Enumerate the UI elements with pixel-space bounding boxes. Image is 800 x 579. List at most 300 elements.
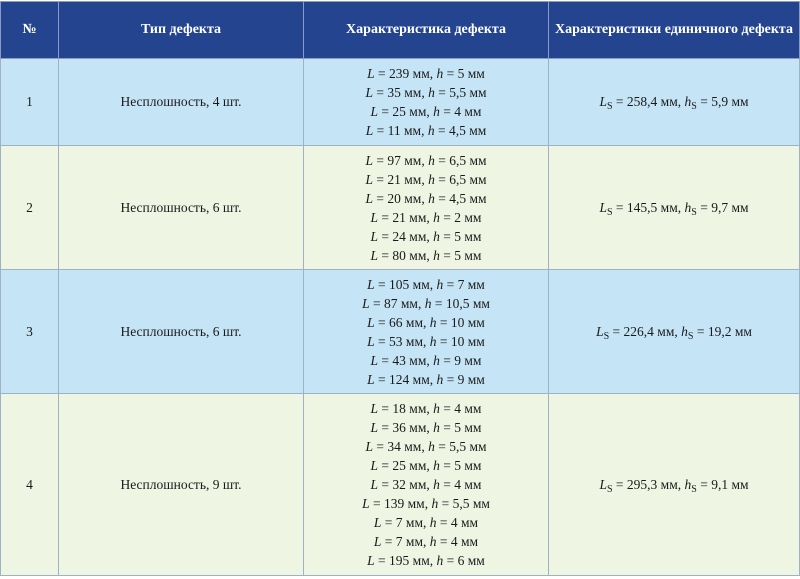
length-symbol: L bbox=[367, 371, 375, 387]
length-value: 21 bbox=[392, 209, 406, 225]
length-value: 139 bbox=[383, 496, 405, 511]
length-value: 87 bbox=[383, 295, 398, 311]
unit: мм bbox=[405, 333, 423, 349]
unit: мм bbox=[404, 152, 422, 168]
length-symbol: L bbox=[365, 85, 373, 100]
unit: мм bbox=[409, 228, 427, 244]
unit: мм bbox=[407, 496, 425, 511]
defect-characteristics bbox=[304, 146, 549, 270]
height-value: 10 bbox=[450, 314, 465, 330]
unit: мм bbox=[734, 323, 752, 339]
hs-value: 19,2 bbox=[707, 323, 732, 339]
equals-sign: = bbox=[439, 401, 455, 416]
ls-value: 226,4 bbox=[623, 323, 654, 339]
defect-characteristics bbox=[304, 270, 549, 394]
height-value: 6,5 bbox=[449, 152, 467, 168]
height-symbol: h bbox=[433, 228, 440, 244]
table-header-row bbox=[1, 2, 800, 59]
unit: мм bbox=[409, 458, 427, 473]
length-value: 25 bbox=[392, 104, 406, 119]
defect-type: Несплошность, 6 шт. bbox=[59, 270, 304, 394]
equals-sign: = bbox=[436, 534, 451, 549]
height-value: 5 bbox=[454, 228, 461, 244]
equals-sign: = bbox=[369, 496, 384, 511]
defect-dimension-line bbox=[308, 294, 544, 313]
length-symbol: L bbox=[370, 420, 379, 435]
table-row bbox=[1, 270, 800, 394]
length-symbol: L bbox=[367, 314, 375, 330]
length-symbol: L bbox=[362, 496, 370, 511]
defect-dimension-line bbox=[308, 170, 544, 189]
separator: , bbox=[417, 295, 425, 311]
height-symbol: h bbox=[433, 104, 440, 119]
defect-dimension-line bbox=[308, 370, 544, 389]
unit: мм bbox=[403, 123, 422, 138]
hs-subscript: S bbox=[687, 330, 694, 342]
equals-sign: = bbox=[369, 295, 384, 311]
ls-symbol: L bbox=[596, 323, 604, 339]
equals-sign: = bbox=[378, 420, 393, 435]
separator: , bbox=[424, 496, 432, 511]
equals-sign: = bbox=[378, 458, 393, 473]
unit: мм bbox=[657, 323, 675, 339]
separator: , bbox=[674, 323, 682, 339]
length-symbol: L bbox=[370, 247, 379, 263]
equals-sign: = bbox=[612, 476, 627, 492]
equals-sign: = bbox=[436, 333, 451, 349]
unit: мм bbox=[467, 553, 485, 568]
unit: мм bbox=[409, 420, 427, 435]
ls-symbol: L bbox=[599, 199, 607, 215]
unit: мм bbox=[464, 401, 482, 416]
unit: мм bbox=[469, 123, 487, 138]
height-symbol: h bbox=[436, 276, 444, 292]
header-number: № bbox=[1, 2, 59, 59]
header-defect-characteristic: Характеристика дефекта bbox=[304, 2, 549, 59]
length-symbol: L bbox=[365, 152, 373, 168]
hs-value: 5,9 bbox=[711, 94, 729, 109]
equals-sign: = bbox=[374, 314, 390, 330]
separator: , bbox=[677, 476, 685, 492]
separator: , bbox=[421, 123, 428, 138]
defect-dimension-line bbox=[308, 227, 544, 246]
single-defect-characteristics bbox=[549, 270, 800, 394]
unit: мм bbox=[464, 458, 482, 473]
equals-sign: = bbox=[378, 209, 393, 225]
equals-sign: = bbox=[378, 401, 393, 416]
unit: мм bbox=[409, 209, 427, 225]
ls-subscript: S bbox=[606, 483, 613, 495]
height-value: 10 bbox=[450, 333, 465, 349]
equals-sign: = bbox=[434, 152, 450, 168]
height-value: 4 bbox=[454, 104, 461, 119]
equals-sign: = bbox=[436, 314, 451, 330]
unit: мм bbox=[404, 85, 422, 100]
height-symbol: h bbox=[433, 458, 440, 473]
height-symbol: h bbox=[429, 515, 437, 530]
unit: мм bbox=[464, 104, 482, 119]
row-number: 1 bbox=[1, 59, 59, 146]
equals-sign: = bbox=[434, 439, 450, 454]
length-value: 43 bbox=[392, 352, 406, 368]
height-symbol: h bbox=[436, 371, 444, 387]
defect-dimension-line bbox=[308, 418, 544, 437]
length-value: 105 bbox=[389, 276, 410, 292]
hs-symbol: h bbox=[684, 476, 692, 492]
equals-sign: = bbox=[431, 295, 446, 311]
separator: , bbox=[429, 553, 437, 568]
ls-subscript: S bbox=[606, 101, 613, 112]
length-value: 24 bbox=[392, 228, 406, 244]
ls-value: 295,3 bbox=[626, 476, 658, 492]
equals-sign: = bbox=[434, 123, 449, 138]
separator: , bbox=[429, 371, 437, 387]
separator: , bbox=[426, 401, 434, 416]
equals-sign: = bbox=[378, 352, 393, 368]
separator: , bbox=[426, 477, 434, 492]
equals-sign: = bbox=[443, 371, 458, 387]
equals-sign: = bbox=[439, 228, 455, 244]
length-symbol: L bbox=[373, 534, 382, 549]
height-symbol: h bbox=[433, 477, 440, 492]
hs-symbol: h bbox=[681, 323, 688, 339]
height-value: 10,5 bbox=[445, 295, 470, 311]
equals-sign: = bbox=[378, 477, 393, 492]
length-value: 32 bbox=[392, 477, 406, 492]
height-value: 5,5 bbox=[449, 85, 467, 100]
defect-dimension-line bbox=[308, 437, 544, 456]
separator: , bbox=[429, 276, 437, 292]
length-value: 11 bbox=[387, 123, 401, 138]
separator: , bbox=[426, 247, 434, 263]
unit: мм bbox=[469, 171, 487, 187]
unit: мм bbox=[405, 515, 423, 530]
defect-dimension-line bbox=[308, 551, 544, 570]
length-value: 7 bbox=[395, 515, 403, 530]
length-value: 53 bbox=[389, 333, 403, 349]
length-symbol: L bbox=[367, 276, 375, 292]
unit: мм bbox=[409, 352, 427, 368]
defect-dimension-line bbox=[308, 332, 544, 351]
length-value: 36 bbox=[392, 420, 406, 435]
defect-dimension-line bbox=[308, 475, 544, 494]
hs-symbol: h bbox=[684, 199, 692, 215]
unit: мм bbox=[731, 476, 749, 492]
length-value: 239 bbox=[389, 66, 410, 81]
unit: мм bbox=[472, 295, 490, 311]
ls-symbol: L bbox=[599, 94, 607, 109]
unit: мм bbox=[404, 190, 422, 206]
hs-value: 9,1 bbox=[711, 476, 729, 492]
separator: , bbox=[677, 94, 685, 109]
unit: мм bbox=[472, 496, 490, 511]
separator: , bbox=[426, 228, 434, 244]
ls-symbol: L bbox=[599, 476, 607, 492]
unit: мм bbox=[469, 190, 487, 206]
length-symbol: L bbox=[370, 209, 379, 225]
equals-sign: = bbox=[374, 333, 390, 349]
height-value: 6 bbox=[457, 553, 465, 568]
hs-value: 9,7 bbox=[711, 199, 729, 215]
unit: мм bbox=[464, 228, 482, 244]
unit: мм bbox=[464, 247, 482, 263]
height-symbol: h bbox=[436, 66, 444, 81]
separator: , bbox=[426, 458, 434, 473]
height-value: 4 bbox=[450, 515, 458, 530]
equals-sign: = bbox=[439, 477, 455, 492]
unit: мм bbox=[461, 515, 479, 530]
length-symbol: L bbox=[362, 295, 370, 311]
unit: мм bbox=[469, 152, 487, 168]
height-value: 5 bbox=[454, 458, 461, 473]
equals-sign: = bbox=[439, 352, 455, 368]
length-value: 25 bbox=[392, 458, 406, 473]
length-value: 124 bbox=[389, 371, 410, 387]
unit: мм bbox=[461, 534, 479, 549]
height-value: 9 bbox=[457, 371, 465, 387]
height-value: 5,5 bbox=[449, 439, 467, 454]
unit: мм bbox=[412, 66, 430, 81]
unit: мм bbox=[469, 85, 487, 100]
height-symbol: h bbox=[433, 247, 440, 263]
separator: , bbox=[423, 534, 430, 549]
unit: мм bbox=[409, 477, 427, 492]
defect-dimension-line bbox=[308, 494, 544, 513]
length-symbol: L bbox=[370, 401, 379, 416]
height-value: 4 bbox=[454, 401, 461, 416]
equals-sign: = bbox=[381, 515, 396, 530]
length-symbol: L bbox=[365, 190, 373, 206]
length-symbol: L bbox=[367, 333, 375, 349]
equals-sign: = bbox=[696, 94, 712, 109]
unit: мм bbox=[464, 352, 482, 368]
unit: мм bbox=[464, 209, 482, 225]
height-symbol: h bbox=[429, 534, 437, 549]
equals-sign: = bbox=[439, 209, 455, 225]
hs-subscript: S bbox=[691, 101, 697, 112]
length-symbol: L bbox=[365, 123, 374, 138]
unit: мм bbox=[660, 476, 678, 492]
height-value: 5,5 bbox=[452, 496, 470, 511]
length-symbol: L bbox=[370, 458, 379, 473]
defects-table bbox=[0, 1, 800, 576]
unit: мм bbox=[409, 401, 427, 416]
height-symbol: h bbox=[428, 171, 435, 187]
separator: , bbox=[423, 515, 430, 530]
equals-sign: = bbox=[443, 66, 458, 81]
length-value: 97 bbox=[387, 152, 401, 168]
unit: мм bbox=[412, 371, 430, 387]
equals-sign: = bbox=[612, 94, 627, 109]
defect-characteristics bbox=[304, 394, 549, 576]
equals-sign: = bbox=[381, 534, 396, 549]
length-symbol: L bbox=[373, 515, 382, 530]
equals-sign: = bbox=[693, 323, 708, 339]
length-value: 80 bbox=[392, 247, 406, 263]
row-number: 4 bbox=[1, 394, 59, 576]
separator: , bbox=[421, 85, 429, 100]
defect-dimension-line bbox=[308, 399, 544, 418]
length-value: 21 bbox=[387, 171, 401, 187]
length-symbol: L bbox=[370, 104, 379, 119]
unit: мм bbox=[404, 439, 422, 454]
ls-value: 145,5 bbox=[626, 199, 658, 215]
defect-dimension-line bbox=[308, 189, 544, 208]
defect-dimension-line bbox=[308, 208, 544, 227]
hs-symbol: h bbox=[684, 94, 692, 109]
separator: , bbox=[677, 199, 685, 215]
height-value: 4,5 bbox=[449, 190, 467, 206]
equals-sign: = bbox=[612, 199, 627, 215]
equals-sign: = bbox=[696, 476, 712, 492]
defect-dimension-line bbox=[308, 83, 544, 102]
length-value: 18 bbox=[392, 401, 406, 416]
equals-sign: = bbox=[439, 104, 455, 119]
unit: мм bbox=[404, 171, 422, 187]
length-symbol: L bbox=[367, 553, 375, 568]
length-symbol: L bbox=[367, 66, 375, 81]
equals-sign: = bbox=[436, 515, 451, 530]
equals-sign: = bbox=[609, 323, 624, 339]
equals-sign: = bbox=[438, 496, 453, 511]
defect-dimension-line bbox=[308, 246, 544, 265]
row-number: 3 bbox=[1, 270, 59, 394]
unit: мм bbox=[467, 333, 485, 349]
height-value: 5 bbox=[457, 66, 465, 81]
equals-sign: = bbox=[372, 190, 388, 206]
height-symbol: h bbox=[428, 85, 435, 100]
defect-type: Несплошность, 4 шт. bbox=[59, 59, 304, 146]
defect-dimension-line bbox=[308, 313, 544, 332]
height-value: 5 bbox=[454, 420, 461, 435]
defect-dimension-line bbox=[308, 456, 544, 475]
height-symbol: h bbox=[428, 152, 435, 168]
unit: мм bbox=[464, 477, 482, 492]
single-defect-characteristics bbox=[549, 394, 800, 576]
length-value: 66 bbox=[389, 314, 403, 330]
height-symbol: h bbox=[429, 333, 437, 349]
equals-sign: = bbox=[696, 199, 712, 215]
unit: мм bbox=[467, 371, 485, 387]
equals-sign: = bbox=[378, 104, 393, 119]
defect-dimension-line bbox=[308, 121, 544, 140]
unit: мм bbox=[660, 199, 678, 215]
row-number: 2 bbox=[1, 146, 59, 270]
length-symbol: L bbox=[365, 439, 373, 454]
hs-subscript: S bbox=[691, 206, 697, 218]
ls-value: 258,4 bbox=[626, 94, 658, 109]
separator: , bbox=[429, 66, 437, 81]
unit: мм bbox=[409, 247, 427, 263]
height-symbol: h bbox=[431, 496, 439, 511]
height-value: 4,5 bbox=[448, 123, 466, 138]
defect-dimension-line bbox=[308, 351, 544, 370]
height-symbol: h bbox=[427, 123, 435, 138]
length-symbol: L bbox=[365, 171, 373, 187]
equals-sign: = bbox=[434, 190, 450, 206]
height-value: 4 bbox=[454, 477, 461, 492]
unit: мм bbox=[464, 420, 482, 435]
equals-sign: = bbox=[434, 85, 450, 100]
defect-type: Несплошность, 9 шт. bbox=[59, 394, 304, 576]
header-single-defect-characteristics: Характеристики единичного дефекта bbox=[549, 2, 800, 59]
defect-type: Несплошность, 6 шт. bbox=[59, 146, 304, 270]
single-defect-characteristics bbox=[549, 59, 800, 146]
height-symbol: h bbox=[424, 295, 432, 311]
table-row bbox=[1, 394, 800, 576]
equals-sign: = bbox=[374, 276, 390, 292]
height-symbol: h bbox=[429, 314, 437, 330]
separator: , bbox=[426, 209, 434, 225]
equals-sign: = bbox=[374, 371, 390, 387]
height-symbol: h bbox=[428, 190, 435, 206]
unit: мм bbox=[405, 534, 423, 549]
height-value: 2 bbox=[454, 209, 461, 225]
equals-sign: = bbox=[378, 247, 393, 263]
unit: мм bbox=[412, 553, 430, 568]
table-row bbox=[1, 146, 800, 270]
height-symbol: h bbox=[428, 439, 435, 454]
unit: мм bbox=[409, 104, 427, 119]
defect-dimension-line bbox=[308, 64, 544, 83]
separator: , bbox=[423, 314, 430, 330]
equals-sign: = bbox=[374, 66, 390, 81]
height-symbol: h bbox=[433, 420, 440, 435]
height-symbol: h bbox=[433, 401, 440, 416]
separator: , bbox=[421, 439, 429, 454]
equals-sign: = bbox=[378, 228, 393, 244]
length-value: 34 bbox=[387, 439, 401, 454]
height-value: 9 bbox=[454, 352, 461, 368]
length-symbol: L bbox=[370, 228, 379, 244]
equals-sign: = bbox=[372, 152, 388, 168]
height-value: 7 bbox=[457, 276, 465, 292]
equals-sign: = bbox=[372, 439, 388, 454]
equals-sign: = bbox=[372, 171, 388, 187]
unit: мм bbox=[660, 94, 678, 109]
height-symbol: h bbox=[436, 553, 444, 568]
length-value: 195 bbox=[389, 553, 410, 568]
length-symbol: L bbox=[370, 477, 379, 492]
unit: мм bbox=[412, 276, 430, 292]
equals-sign: = bbox=[443, 276, 458, 292]
height-value: 4 bbox=[450, 534, 458, 549]
separator: , bbox=[421, 171, 429, 187]
separator: , bbox=[423, 333, 430, 349]
equals-sign: = bbox=[372, 85, 388, 100]
ls-subscript: S bbox=[606, 206, 613, 218]
separator: , bbox=[426, 352, 434, 368]
defect-dimension-line bbox=[308, 102, 544, 121]
unit: мм bbox=[405, 314, 423, 330]
hs-subscript: S bbox=[691, 483, 697, 495]
equals-sign: = bbox=[439, 458, 455, 473]
defect-dimension-line bbox=[308, 532, 544, 551]
ls-subscript: S bbox=[603, 330, 610, 342]
defect-dimension-line bbox=[308, 513, 544, 532]
table-row bbox=[1, 59, 800, 146]
separator: , bbox=[421, 190, 429, 206]
height-symbol: h bbox=[433, 352, 440, 368]
separator: , bbox=[426, 104, 434, 119]
equals-sign: = bbox=[439, 420, 455, 435]
unit: мм bbox=[731, 199, 749, 215]
length-symbol: L bbox=[370, 352, 379, 368]
equals-sign: = bbox=[439, 247, 455, 263]
equals-sign: = bbox=[374, 553, 390, 568]
separator: , bbox=[421, 152, 429, 168]
equals-sign: = bbox=[373, 123, 388, 138]
